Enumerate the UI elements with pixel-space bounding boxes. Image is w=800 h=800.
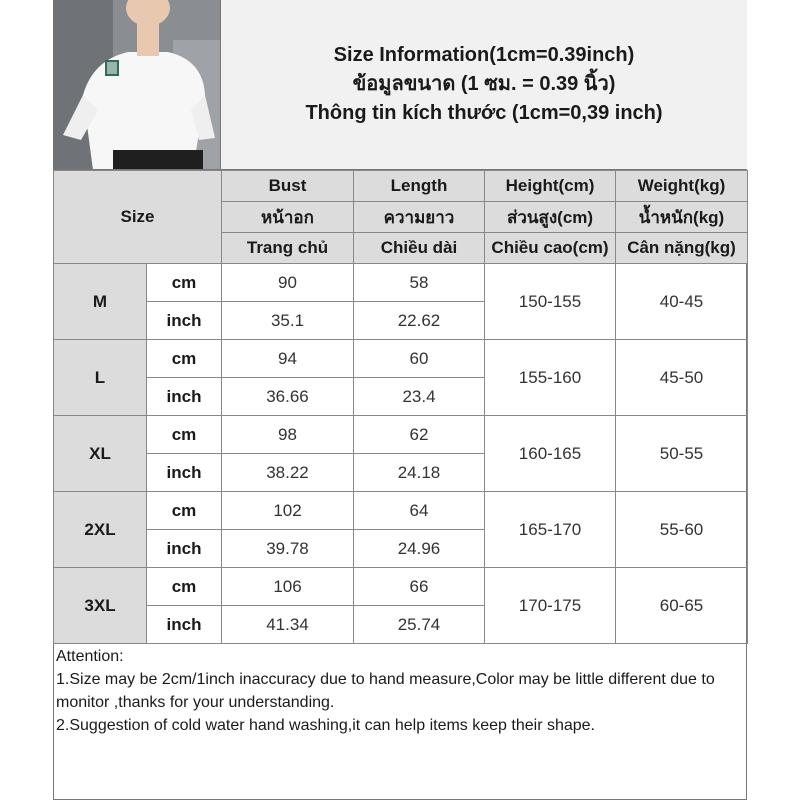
col-height-th: ส่วนสูง(cm) bbox=[485, 202, 616, 233]
model-photo bbox=[53, 0, 221, 170]
length-inch: 24.96 bbox=[354, 530, 485, 568]
bust-cm: 106 bbox=[222, 568, 354, 606]
col-weight-vi: Cân nặng(kg) bbox=[616, 233, 748, 264]
weight-range: 45-50 bbox=[616, 340, 748, 416]
bust-cm: 94 bbox=[222, 340, 354, 378]
height-range: 160-165 bbox=[485, 416, 616, 492]
length-inch: 25.74 bbox=[354, 606, 485, 644]
bust-inch: 38.22 bbox=[222, 454, 354, 492]
table-row bbox=[54, 340, 748, 378]
attention-note-1: 1.Size may be 2cm/1inch inaccuracy due to hand measure,Color may be little different due to monitor ,thanks for your understanding. bbox=[56, 671, 715, 711]
col-bust-th: หน้าอก bbox=[222, 202, 354, 233]
size-label: 2XL bbox=[54, 492, 147, 568]
weight-range: 50-55 bbox=[616, 416, 748, 492]
model-photo-image bbox=[53, 0, 221, 170]
attention-note-2: 2.Suggestion of cold water hand washing,it can help items keep their shape. bbox=[56, 717, 595, 734]
col-height-vi: Chiều cao(cm) bbox=[485, 233, 616, 264]
unit-inch: inch bbox=[147, 606, 222, 644]
unit-inch: inch bbox=[147, 302, 222, 340]
length-cm: 60 bbox=[354, 340, 485, 378]
size-label: XL bbox=[54, 416, 147, 492]
header-thai: ข้อมูลขนาด (1 ซม. = 0.39 นิ้ว) bbox=[352, 73, 616, 95]
size-label: L bbox=[54, 340, 147, 416]
col-height-en: Height(cm) bbox=[485, 171, 616, 202]
table-row bbox=[54, 568, 748, 606]
unit-inch: inch bbox=[147, 378, 222, 416]
attention-notes bbox=[56, 645, 744, 737]
unit-cm: cm bbox=[147, 340, 222, 378]
header-vietnamese: Thông tin kích thước (1cm=0,39 inch) bbox=[305, 102, 663, 124]
size-label: M bbox=[54, 264, 147, 340]
height-range: 150-155 bbox=[485, 264, 616, 340]
length-cm: 58 bbox=[354, 264, 485, 302]
unit-cm: cm bbox=[147, 264, 222, 302]
table-row bbox=[54, 492, 748, 530]
col-weight-en: Weight(kg) bbox=[616, 171, 748, 202]
size-label: 3XL bbox=[54, 568, 147, 644]
height-range: 165-170 bbox=[485, 492, 616, 568]
attention-title: Attention: bbox=[56, 648, 124, 665]
length-cm: 62 bbox=[354, 416, 485, 454]
weight-range: 40-45 bbox=[616, 264, 748, 340]
table-row bbox=[54, 416, 748, 454]
col-bust-en: Bust bbox=[222, 171, 354, 202]
length-inch: 23.4 bbox=[354, 378, 485, 416]
length-cm: 64 bbox=[354, 492, 485, 530]
unit-inch: inch bbox=[147, 530, 222, 568]
header-english: Size Information(1cm=0.39inch) bbox=[333, 44, 635, 66]
bust-cm: 90 bbox=[222, 264, 354, 302]
table-row bbox=[54, 264, 748, 302]
length-inch: 22.62 bbox=[354, 302, 485, 340]
bust-cm: 102 bbox=[222, 492, 354, 530]
col-length-en: Length bbox=[354, 171, 485, 202]
header-row-en bbox=[54, 171, 748, 202]
col-length-vi: Chiều dài bbox=[354, 233, 485, 264]
weight-range: 60-65 bbox=[616, 568, 748, 644]
col-bust-vi: Trang chủ bbox=[222, 233, 354, 264]
length-inch: 24.18 bbox=[354, 454, 485, 492]
length-cm: 66 bbox=[354, 568, 485, 606]
col-length-th: ความยาว bbox=[354, 202, 485, 233]
size-table bbox=[53, 170, 748, 644]
height-range: 170-175 bbox=[485, 568, 616, 644]
unit-cm: cm bbox=[147, 568, 222, 606]
bust-cm: 98 bbox=[222, 416, 354, 454]
bust-inch: 35.1 bbox=[222, 302, 354, 340]
unit-inch: inch bbox=[147, 454, 222, 492]
unit-cm: cm bbox=[147, 492, 222, 530]
height-range: 155-160 bbox=[485, 340, 616, 416]
weight-range: 55-60 bbox=[616, 492, 748, 568]
col-weight-th: น้ำหนัก(kg) bbox=[616, 202, 748, 233]
bust-inch: 41.34 bbox=[222, 606, 354, 644]
bust-inch: 36.66 bbox=[222, 378, 354, 416]
size-info-header bbox=[221, 0, 747, 170]
unit-cm: cm bbox=[147, 416, 222, 454]
bust-inch: 39.78 bbox=[222, 530, 354, 568]
size-column-title: Size bbox=[54, 171, 222, 264]
